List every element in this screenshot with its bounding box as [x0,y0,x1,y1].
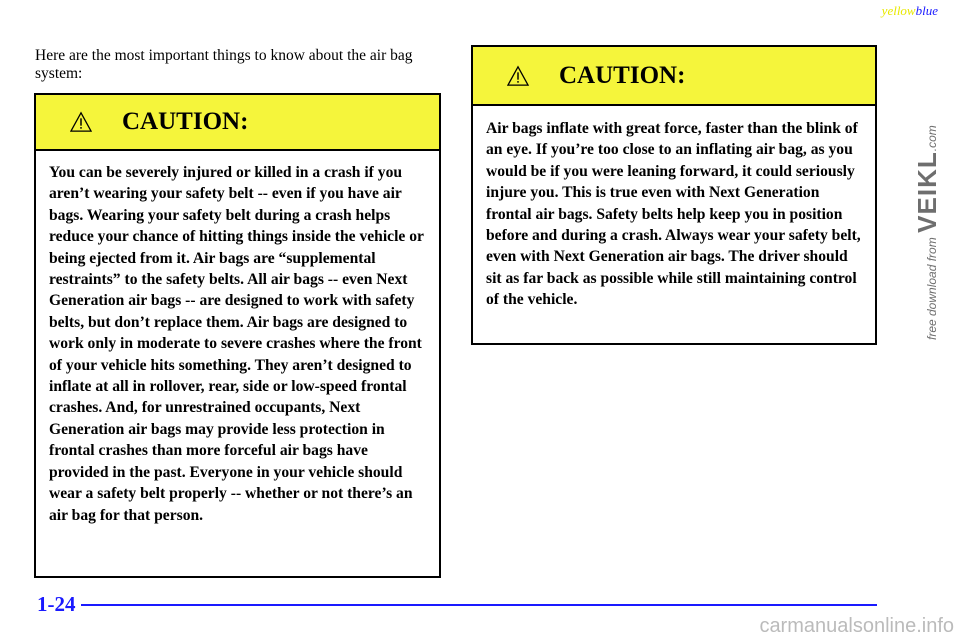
caution-header-right [473,47,875,106]
caution-box-left [34,93,441,578]
side-watermark-prefix: free download from [925,237,939,340]
caution-body-right: Air bags inflate with great force, faster than the blink of an eye. If you’re too close to an inflating air bag, as you would be if you were leaning forward, it could seriously injure you. This is true even with Next Generation frontal air bags. Safety belts help keep you in position before and during a crash. Always wear your safety belt, even with Next Generation air bags. The driver should sit as far back as possible while still maintaining control of the vehicle. [486,120,861,309]
intro-paragraph: Here are the most important things to know about the air bag system: [35,47,413,82]
bottom-watermark: carmanualsonline.info [759,615,954,637]
caution-title-right: CAUTION: [559,61,686,89]
side-watermark [912,80,956,340]
caution-title-left: CAUTION: [122,108,249,135]
caution-box-right [471,45,877,345]
side-watermark-suffix: .com [925,125,939,152]
caution-header-left [36,95,439,151]
header-blue-word: blue [915,3,938,18]
caution-body-left: You can be severely injured or killed in a crash if you aren’t wearing your safety belt -- even if you have air bags. Wearing your safety belt during a crash helps reduce your chance of hitting things inside the vehicle or being ejected from it. Air bags are “supplemental restraints” to the safety belts. All air bags -- even Next Generation air bags -- are designed to work with safety belts, but don’t replace them. Air bags are designed to work only in moderate to severe crashes where the front of your vehicle hits something. They aren’t designed to inflate at all in rollover, rear, side or low-speed frontal crashes. And, for unrestrained occupants, Next Generation air bags may provide less protection in frontal crashes than more forceful air bags have provided in the past. Everyone in your vehicle should wear a safety belt properly -- whether or not there’s an air bag for that person. [49,164,424,524]
page-number: 1-24 [37,592,76,616]
warning-triangle-icon [507,65,529,87]
side-watermark-logo: VEIKL [912,151,942,233]
header-yellow-word: yellow [881,3,916,18]
warning-triangle-icon [70,111,92,133]
footer-rule [81,604,877,606]
header-color-marks [882,3,938,19]
